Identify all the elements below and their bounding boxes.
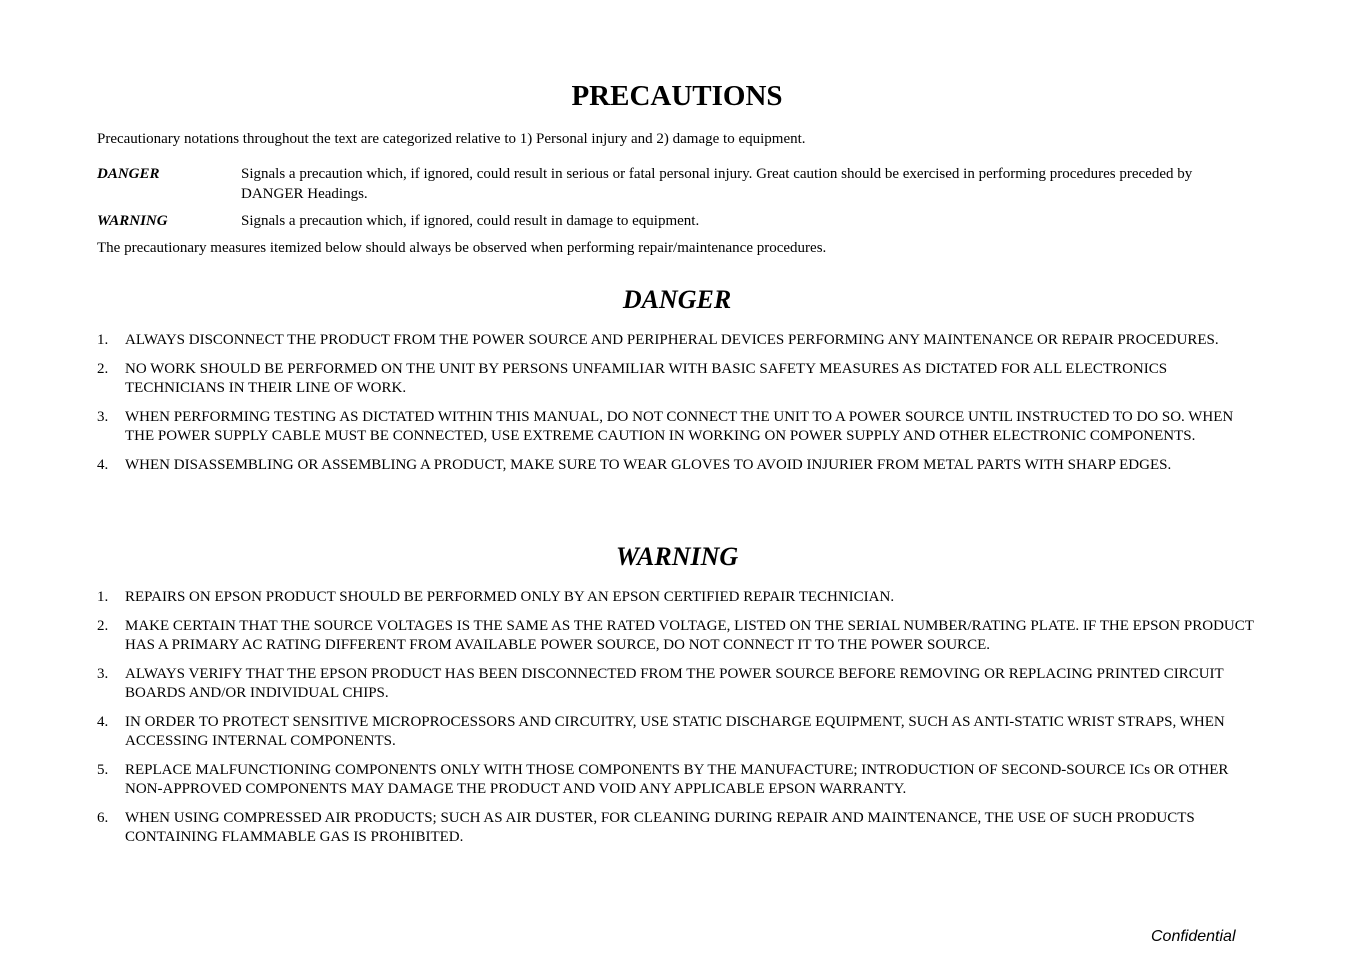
list-item [97,456,1257,476]
definition-description: Signals a precaution which, if ignored, could result in damage to equipment. [241,213,700,229]
list-item [97,761,1257,800]
list-item [97,713,1257,752]
item-number: 2. [97,617,109,634]
item-text: IN ORDER TO PROTECT SENSITIVE MICROPROCESSORS AND CIRCUITRY, USE STATIC DISCHARGE EQUIPMENT, SUCH AS ANTI-STATIC WRIST STRAPS, WHEN ACCESSING INTERNAL COMPONENTS. [125,713,1225,749]
item-number: 5. [97,761,109,778]
list-item [97,331,1257,351]
item-number: 3. [97,408,109,425]
definition-description: Signals a precaution which, if ignored, could result in serious or fatal personal injury. Great caution should be exercised in performing procedures preceded by DANGER Headings. [241,166,1193,202]
item-number: 2. [97,360,109,377]
intro-paragraph: Precautionary notations throughout the text are categorized relative to 1) Personal injury and 2) damage to equipment. [97,131,806,147]
list-item [97,408,1257,447]
danger-list [97,331,1257,484]
definition-term: DANGER [97,166,160,182]
item-number: 6. [97,809,109,826]
item-text: ALWAYS VERIFY THAT THE EPSON PRODUCT HAS BEEN DISCONNECTED FROM THE POWER SOURCE BEFORE REMOVING OR REPLACING PRINTED CIRCUIT BOARDS AND/OR INDIVIDUAL CHIPS. [125,665,1224,701]
warning-list [97,588,1257,857]
measures-note: The precautionary measures itemized below should always be observed when performing repair/maintenance procedures. [97,240,827,256]
item-number: 1. [97,589,109,605]
item-text: MAKE CERTAIN THAT THE SOURCE VOLTAGES IS THE SAME AS THE RATED VOLTAGE, LISTED ON THE SERIAL NUMBER/RATING PLATE. IF THE EPSON PRODUCT HAS A PRIMARY AC RATING DIFFERENT FROM AVAILABLE POWER SOURCE, DO NOT CONNECT IT TO THE POWER SOURCE. [125,617,1254,653]
item-text: WHEN USING COMPRESSED AIR PRODUCTS; SUCH AS AIR DUSTER, FOR CLEANING DURING REPAIR AND MAINTENANCE, THE USE OF SUCH PRODUCTS CONTAINING FLAMMABLE GAS IS PROHIBITED. [125,809,1195,845]
item-text: NO WORK SHOULD BE PERFORMED ON THE UNIT BY PERSONS UNFAMILIAR WITH BASIC SAFETY MEASURES AS DICTATED FOR ALL ELECTRONICS TECHNICIANS IN THEIR LINE OF WORK. [125,360,1168,396]
list-item [97,360,1257,399]
danger-heading: DANGER [622,285,732,314]
list-item [97,665,1257,704]
item-text: ALWAYS DISCONNECT THE PRODUCT FROM THE POWER SOURCE AND PERIPHERAL DEVICES PERFORMING ANY MAINTENANCE OR REPAIR PROCEDURES. [125,332,1219,348]
item-text: WHEN DISASSEMBLING OR ASSEMBLING A PRODUCT, MAKE SURE TO WEAR GLOVES TO AVOID INJURIER FROM METAL PARTS WITH SHARP EDGES. [125,456,1172,473]
list-item [97,617,1257,656]
page-title: PRECAUTIONS [571,80,783,112]
warning-heading: WARNING [615,542,739,571]
item-number: 4. [97,713,109,730]
list-item [97,588,1257,608]
list-item [97,809,1257,848]
item-text: REPLACE MALFUNCTIONING COMPONENTS ONLY WITH THOSE COMPONENTS BY THE MANUFACTURE; INTRODUCTION OF SECOND-SOURCE ICs OR OTHER NON-APPROVED COMPONENTS MAY DAMAGE THE PRODUCT AND VOID ANY APPLICABLE EPSON WARRANTY. [125,761,1229,797]
item-text: WHEN PERFORMING TESTING AS DICTATED WITHIN THIS MANUAL, DO NOT CONNECT THE UNIT TO A POWER SOURCE UNTIL INSTRUCTED TO DO SO. WHEN THE POWER SUPPLY CABLE MUST BE CONNECTED, USE EXTREME CAUTION IN WORKING ON POWER SUPPLY AND OTHER ELECTRONIC COMPONENTS. [125,408,1234,444]
item-number: 1. [97,332,109,348]
confidential-footer: Confidential [1151,928,1236,945]
definition-term: WARNING [97,213,168,229]
item-number: 4. [97,456,109,473]
item-text: REPAIRS ON EPSON PRODUCT SHOULD BE PERFORMED ONLY BY AN EPSON CERTIFIED REPAIR TECHNICIAN. [125,589,895,605]
item-number: 3. [97,665,109,682]
